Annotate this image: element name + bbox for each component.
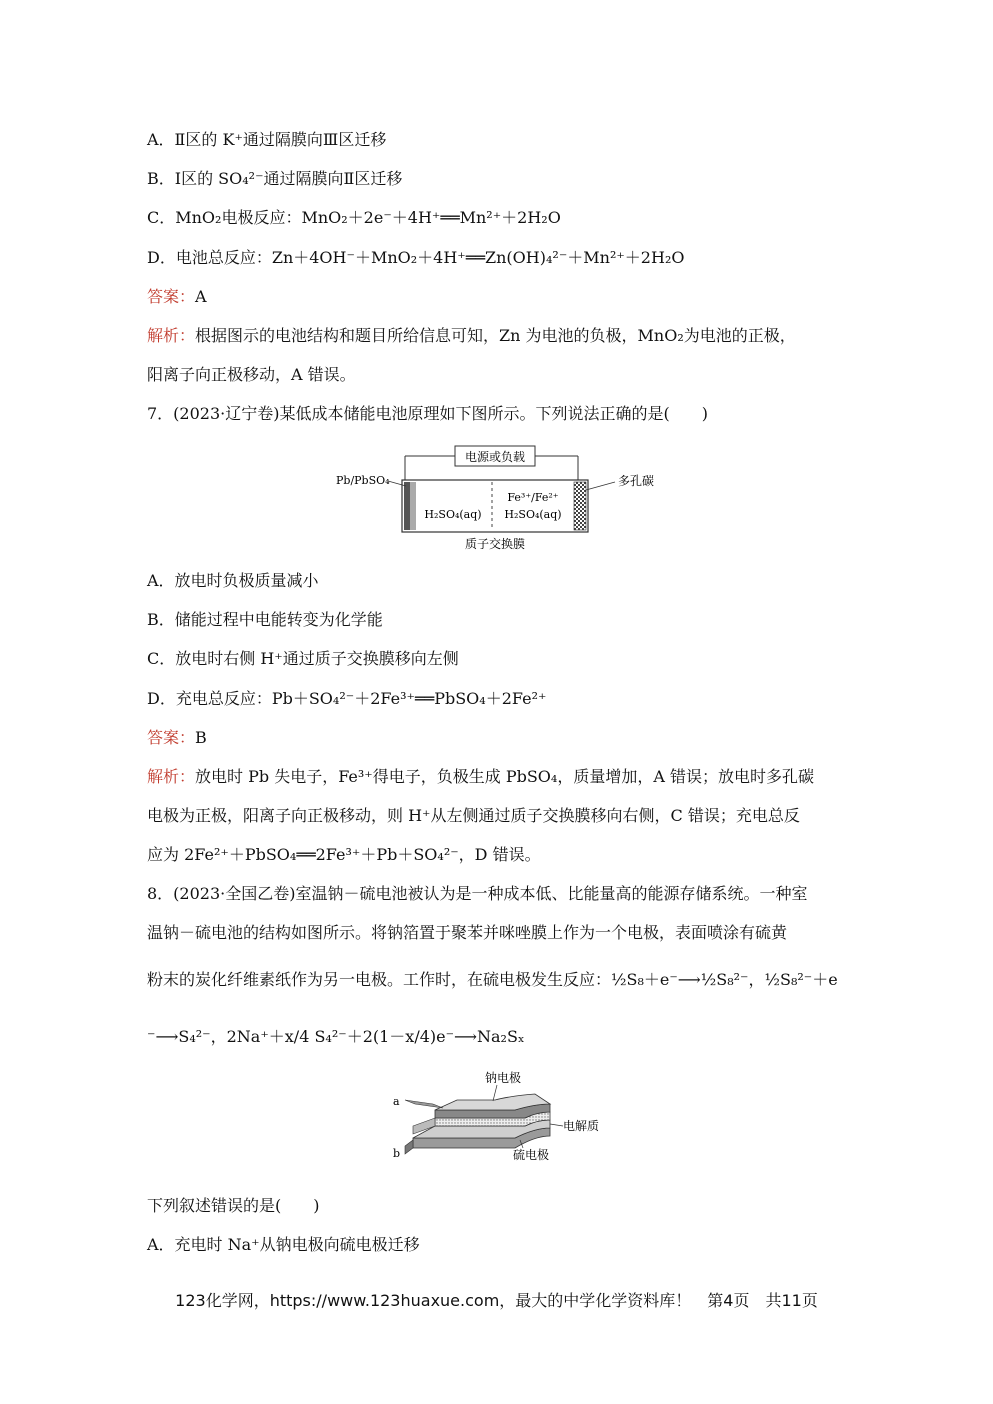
terminal-a-label: a [393, 1095, 400, 1108]
power-load-label: 电源或负载 [464, 450, 526, 464]
answer-label: 答案： [147, 287, 196, 306]
q6-option-b: B．Ⅰ区的 SO₄²⁻通过隔膜向Ⅱ区迁移 [147, 169, 403, 188]
pbso4-layer [410, 482, 416, 530]
q6-explanation-line2: 阳离子向正极移动，A 错误。 [147, 365, 356, 384]
porous-carbon-electrode [574, 482, 586, 530]
q8-stem-line2: 温钠－硫电池的结构如图所示。将钠箔置于聚苯并咪唑膜上作为一个电极，表面喷涂有硫黄 [147, 923, 788, 942]
q7-stem: 7．(2023·辽宁卷)某低成本储能电池原理如下图所示。下列说法正确的是( ) [147, 404, 708, 423]
terminal-b-label: b [393, 1147, 401, 1160]
left-solution-label: H₂SO₄(aq) [424, 508, 482, 521]
answer-value: A [195, 287, 207, 306]
q8-option-a: A．充电时 Na⁺从钠电极向硫电极迁移 [147, 1235, 420, 1254]
q8-stem-line4: ⁻⟶S₄²⁻，2Na⁺＋x/4 S₄²⁻＋2(1－x/4)e⁻⟶Na₂Sₓ [147, 1027, 525, 1046]
right-solution-label: H₂SO₄(aq) [504, 508, 562, 521]
pb-electrode [404, 482, 410, 530]
q6-explanation-line1: 解析：根据图示的电池结构和题目所给信息可知，Zn 为电池的负极，MnO₂为电池的正极， [147, 326, 796, 345]
right-ion-label: Fe³⁺/Fe²⁺ [507, 491, 559, 504]
explanation-label: 解析： [147, 767, 196, 786]
q7-explanation-line3: 应为 2Fe²⁺＋PbSO₄══2Fe³⁺＋Pb＋SO₄²⁻，D 错误。 [147, 845, 541, 864]
q7-explanation-line1: 解析：放电时 Pb 失电子，Fe³⁺得电子，负极生成 PbSO₄，质量增加，A 错误；放电时多孔碳 [147, 767, 814, 786]
q6-option-a: A．Ⅱ区的 K⁺通过隔膜向Ⅲ区迁移 [147, 130, 387, 149]
q7-option-a: A．放电时负极质量减小 [147, 571, 319, 590]
sodium-electrode-label: 钠电极 [485, 1071, 522, 1085]
q6-option-d: D．电池总反应：Zn＋4OH⁻＋MnO₂＋4H⁺══Zn(OH)₄²⁻＋Mn²⁺＋2H₂O [147, 248, 685, 267]
cell-container [402, 480, 588, 532]
q7-option-d: D．充电总反应：Pb＋SO₄²⁻＋2Fe³⁺══PbSO₄＋2Fe²⁺ [147, 689, 547, 708]
q8-na-s-battery-diagram [385, 1068, 615, 1168]
q8-stem-line3: 粉末的炭化纤维素纸作为另一电极。工作时，在硫电极发生反应：½S₈＋e⁻⟶½S₈²⁻，½S₈²⁻＋e [147, 970, 838, 989]
answer-label: 答案： [147, 728, 196, 747]
explanation-label: 解析： [147, 326, 196, 345]
q7-explanation-line2: 电极为正极，阳离子向正极移动，则 H⁺从左侧通过质子交换膜移向右侧，C 错误；充电总反 [147, 806, 800, 825]
left-electrode-label: Pb/PbSO₄ [336, 474, 390, 487]
answer-value: B [195, 728, 207, 747]
q6-answer [147, 285, 207, 309]
q7-battery-diagram [330, 440, 680, 555]
q8-question: 下列叙述错误的是( ) [147, 1196, 320, 1215]
q7-option-c: C．放电时右侧 H⁺通过质子交换膜移向左侧 [147, 649, 459, 668]
electrolyte-label: 电解质 [563, 1119, 600, 1133]
membrane-label: 质子交换膜 [464, 537, 526, 551]
sulfur-electrode-label: 硫电极 [513, 1148, 550, 1162]
q8-stem-line1: 8．(2023·全国乙卷)室温钠－硫电池被认为是一种成本低、比能量高的能源存储系统。一种室 [147, 884, 808, 903]
q7-answer [147, 726, 207, 750]
right-electrode-label: 多孔碳 [618, 474, 655, 488]
q6-option-c: C．MnO₂电极反应：MnO₂＋2e⁻＋4H⁺══Mn²⁺＋2H₂O [147, 208, 561, 227]
q7-option-b: B．储能过程中电能转变为化学能 [147, 610, 383, 629]
page-footer: 123化学网，https://www.123huaxue.com，最大的中学化学资料库！ 第4页 共11页 [175, 1291, 818, 1310]
